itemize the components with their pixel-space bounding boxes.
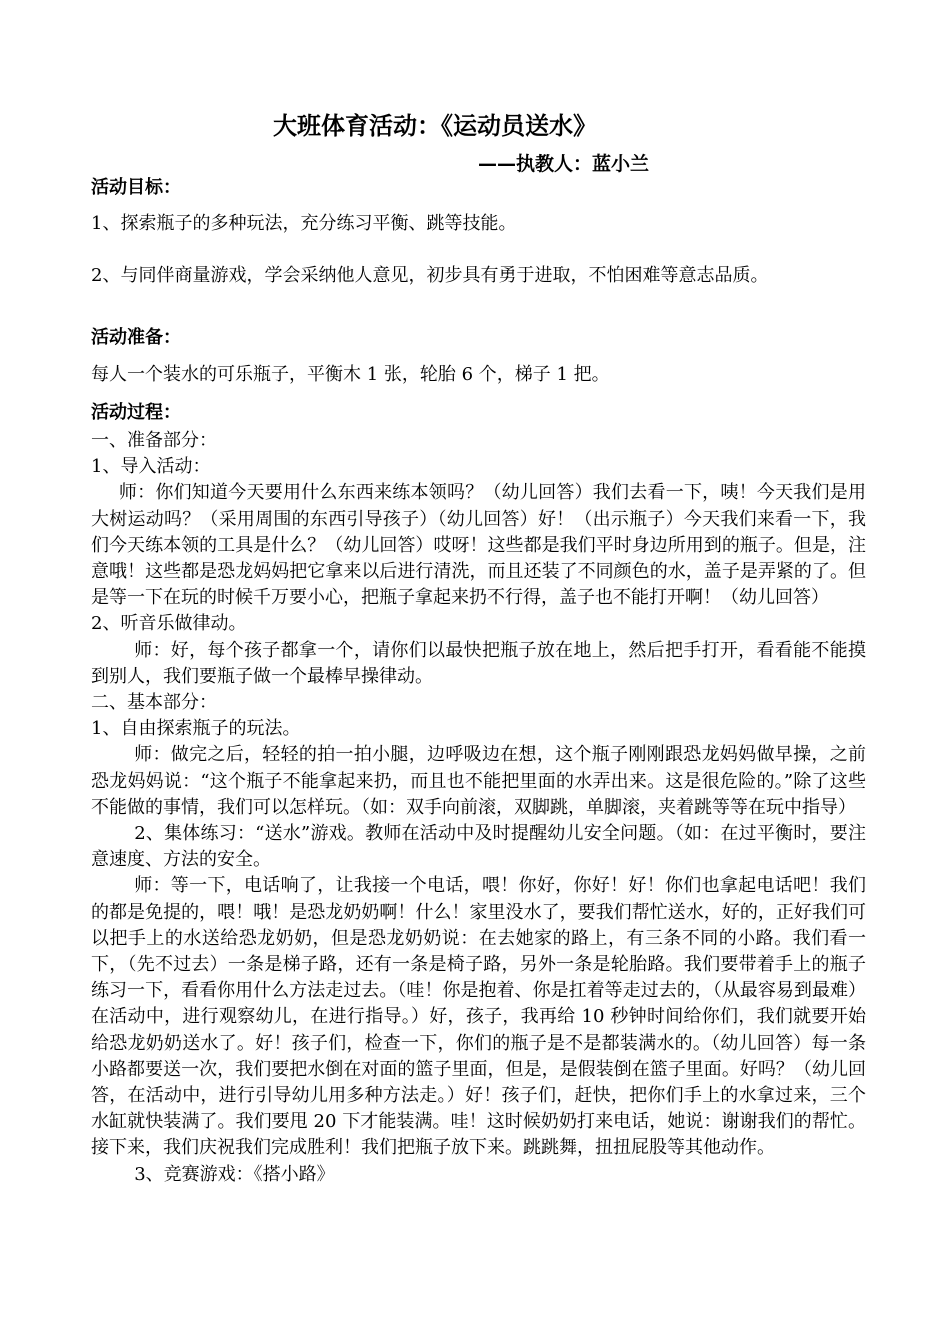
goal-heading: 活动目标：	[91, 177, 181, 198]
step2-text: 师：好，每个孩子都拿一个，请你们以最快把瓶子放在地上，然后把手打开，看看能不能摸到别人，我们要瓶子做一个最棒早操律动。	[91, 639, 866, 687]
prep-text: 每人一个装水的可乐瓶子，平衡木 1 张，轮胎 6 个，梯子 1 把。	[91, 364, 610, 385]
basic2-dialog: 师：等一下，电话响了，让我接一个电话，喂！你好，你好！好！你们也拿起电话吧！我们的都是免提的，喂！哦！是恐龙奶奶啊！什么！家里没水了，要我们帮忙送水，好的，正好我们可以把手上的水送给恐龙奶奶，但是恐龙奶奶说：在去她家的路上，有三条不同的小路。我们看一下，（先不过去）一条是梯子路，还有一条是椅子路，另外一条是轮胎路。我们要带着手上的瓶子练习一下，看看你用什么方法走过去。（哇！你是抱着、你是扛着等走过去的，（从最容易到最难）在活动中，进行观察幼儿，在进行指导。）好，孩子，我再给 10 秒钟时间给你们，我们就要开始给恐龙奶奶送水了。好！孩子们，检查一下，你们的瓶子是不是都装满水的。（幼儿回答）每一条小路都要送一次，我们要把水倒在对面的篮子里面，但是，是假装倒在篮子里面。好吗？（幼儿回答，在活动中，进行引导幼儿用多种方法走。）好！孩子们，赶快，把你们手上的水拿过来，三个水缸就快装满了。我们要甩 20 下才能装满。哇！这时候奶奶打来电话，她说：谢谢我们的帮忙。接下来，我们庆祝我们完成胜利！我们把瓶子放下来。跳跳舞，扭扭屁股等其他动作。	[91, 875, 866, 1159]
part1-heading: 一、准备部分：	[91, 430, 217, 451]
step1-text: 师：你们知道今天要用什么东西来练本领吗？（幼儿回答）我们去看一下，咦！今天我们是用大树运动吗？（采用周围的东西引导孩子）（幼儿回答）好！（出示瓶子）今天我们来看一下，我们今天练本领的工具是什么？（幼儿回答）哎呀！这些都是我们平时身边所用到的瓶子。但是，注意哦！这些都是恐龙妈妈把它拿来以后进行清洗，而且还装了不同颜色的水，盖子是弄紧的了。但是等一下在玩的时候千万要小心，把瓶子拿起来扔不行得，盖子也不能打开啊！（幼儿回答）	[91, 482, 866, 609]
process-heading: 活动过程：	[91, 402, 181, 423]
basic1-text: 师：做完之后，轻轻的拍一拍小腿，边呼吸边在想，这个瓶子刚刚跟恐龙妈妈做早操，之前恐龙妈妈说：“这个瓶子不能拿起来扔，而且也不能把里面的水弄出来。这是很危险的。”除了这些不能做的事情，我们可以怎样玩。（如：双手向前滚，双脚跳，单脚滚，夹着跳等等在玩中指导）	[91, 744, 866, 818]
step1-heading: 1、导入活动：	[91, 456, 211, 478]
basic1-heading: 1、自由探索瓶子的玩法。	[91, 718, 301, 740]
author-line: ——执教人：蓝小兰	[478, 153, 650, 175]
part2-heading: 二、基本部分：	[91, 692, 217, 714]
step2-heading: 2、听音乐做律动。	[91, 613, 247, 635]
goal-item-1: 1、探索瓶子的多种玩法，充分练习平衡、跳等技能。	[91, 213, 517, 234]
process-body	[91, 428, 866, 1188]
basic2-text: 2、集体练习：“送水”游戏。教师在活动中及时提醒幼儿安全问题。（如：在过平衡时，要注意速度、方法的安全。	[91, 823, 866, 871]
basic3-text: 3、竞赛游戏：《搭小路》	[134, 1163, 335, 1185]
page-title: 大班体育活动：《运动员送水》	[273, 112, 597, 140]
goal-item-2: 2、与同伴商量游戏，学会采纳他人意见，初步具有勇于进取，不怕困难等意志品质。	[91, 265, 769, 286]
prep-heading: 活动准备：	[91, 327, 181, 348]
